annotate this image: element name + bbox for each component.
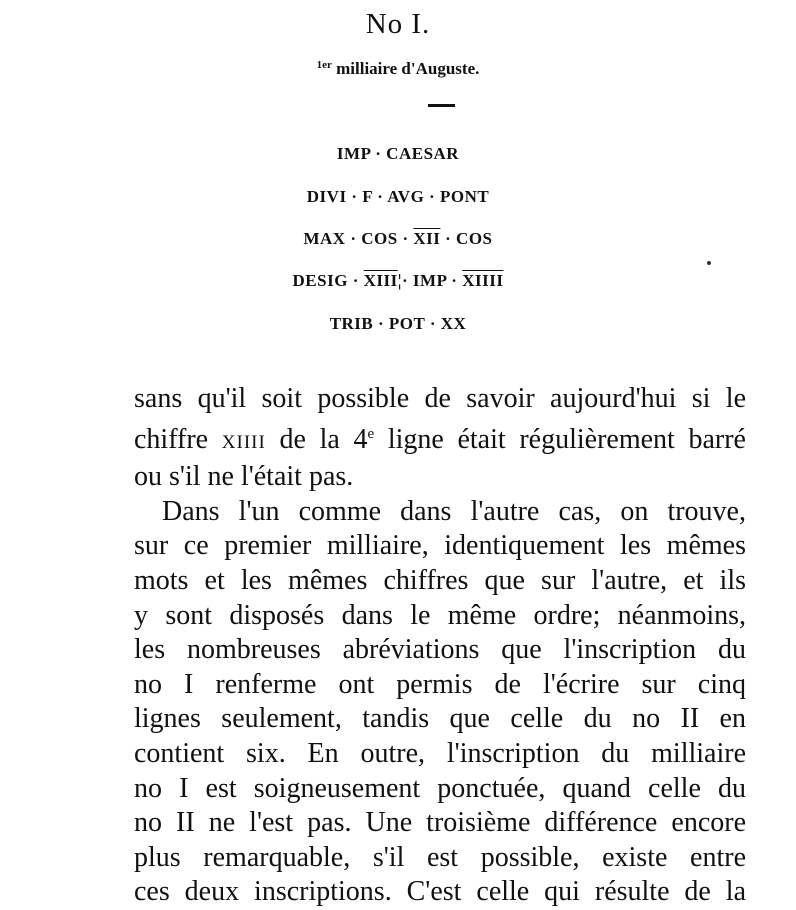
section-subheading [0,59,796,79]
text-line: no I est soigneusement ponctuée, quand celle du [134,772,746,804]
paragraph-2 [134,495,746,910]
text-line: sans qu'il soit possible de savoir aujourd'hui si le [134,383,746,414]
inscription-line-2 [0,187,796,207]
inscription-text: DIVI · F · AVG · PONT [306,187,490,206]
inscription-text: DESIG · [292,271,364,290]
text-line: plus remarquable, s'il est possible, existe entre [134,841,746,873]
inscription-line-1 [0,144,796,164]
ordinal-superscript: e [367,425,375,442]
text-line [134,417,746,461]
print-speck [707,261,711,265]
body-text [134,382,746,910]
text-run: de la 4 [265,423,368,455]
inscription-line-4 [0,271,796,291]
inscription-numeral-overlined: XIIII [462,271,504,290]
text-line: mots et les mêmes chiffres que sur l'autre, et ils [134,564,746,596]
inscription-line-5 [0,314,796,334]
text-line: ces deux inscriptions. C'est celle qui résulte de la [134,876,746,908]
text-run: ligne était régulièrement barré [374,423,746,455]
inscription-text: ¦· IMP · [397,271,463,290]
text-line: no I renferme ont permis de l'écrire sur cinq [134,668,746,700]
text-line: Dans l'un comme dans l'autre cas, on trouve, [162,495,746,527]
inscription-text: TRIB · POT · XX [329,314,467,333]
inscription-numeral-overlined: $\overline{XII}$ [413,229,441,248]
paragraph-1 [134,382,746,495]
text-line: no II ne l'est pas. Une troisième différence encore [134,807,746,839]
text-line: sur ce premier milliaire, identiquement les mêmes [134,530,746,562]
text-line: les nombreuses abréviations que l'inscription du [134,634,746,666]
section-heading: No I. [365,8,431,40]
inscription-text: MAX · COS · [303,229,414,248]
text-line: ou s'il ne l'était pas. [134,461,354,493]
text-run: chiffre [134,423,222,455]
text-line: contient six. En outre, l'inscription du milliaire [134,737,746,769]
numeral-small-caps: XIIII [221,431,266,453]
inscription-text: IMP · CAESAR [336,144,460,163]
text-line: lignes seulement, tandis que celle du no II en [134,703,746,735]
text-line: y sont disposés dans le même ordre; néanmoins, [134,599,746,631]
subheading-text: milliaire d'Auguste. [331,59,480,78]
inscription-line-3 [0,229,796,249]
separator-dash [428,104,455,107]
inscription-text: · COS [440,229,493,248]
inscription-numeral-overlined: XIII [363,271,398,290]
ordinal-superscript: 1er [316,59,332,71]
